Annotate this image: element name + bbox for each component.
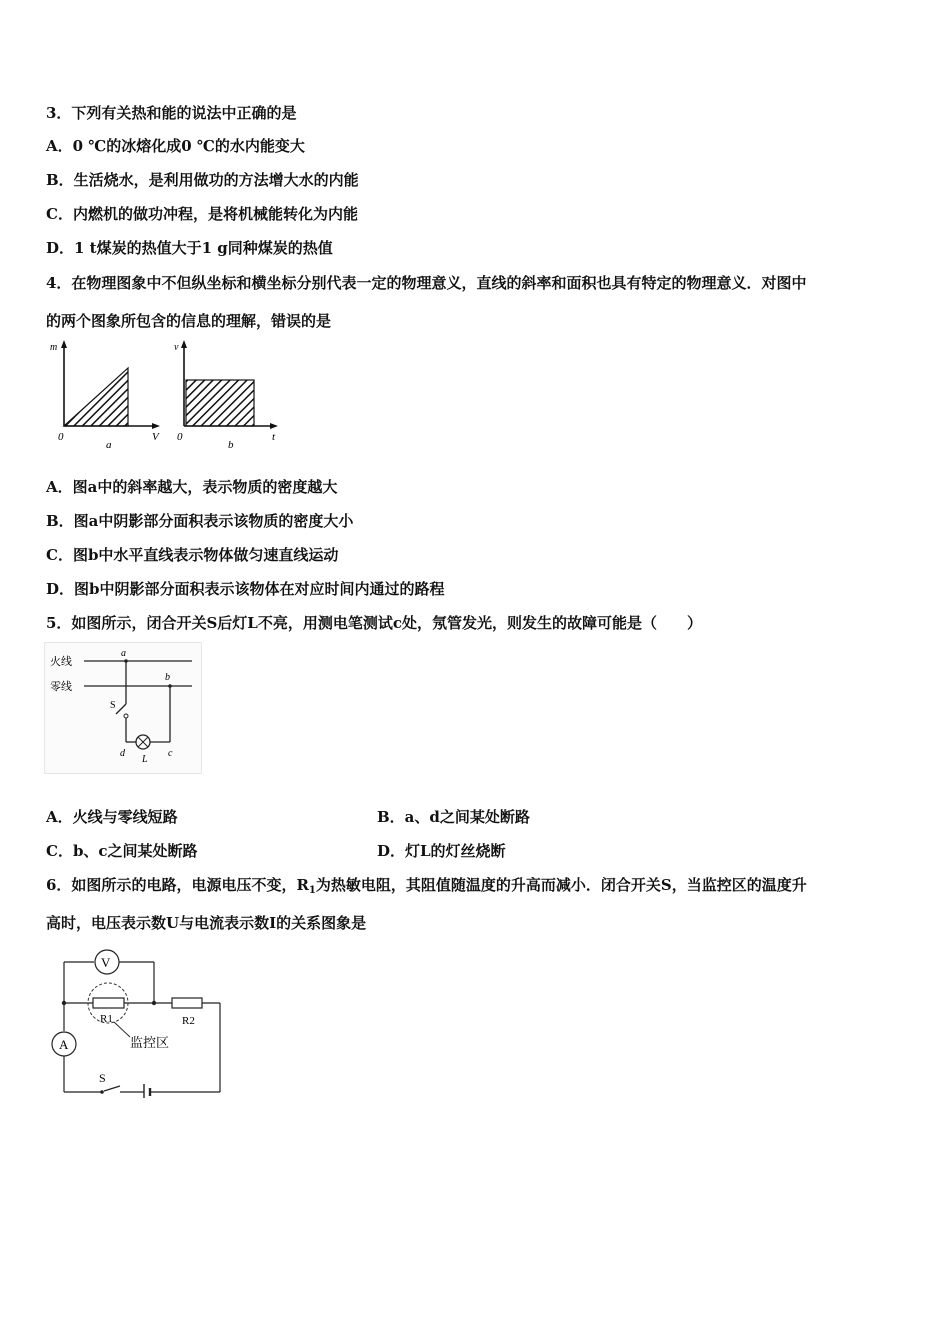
graph-b-y-label: v bbox=[174, 342, 179, 353]
graph-a-x-label: V bbox=[152, 431, 159, 443]
graph-a-caption: a bbox=[106, 439, 112, 451]
q6-stem-line1 bbox=[46, 875, 807, 901]
resistor-r2 bbox=[172, 998, 202, 1008]
r1-label: R1 bbox=[100, 1013, 113, 1025]
graph-a-origin: 0 bbox=[58, 431, 64, 443]
graph-b-x-label: t bbox=[272, 431, 276, 443]
switch-label: S bbox=[110, 700, 116, 711]
q3-option-d: D．1 t煤炭的热值大于1 g同种煤炭的热值 bbox=[46, 239, 333, 257]
q6-stem-line2: 高时，电压表示数U与电流表示数I的关系图象是 bbox=[46, 914, 367, 932]
graph-b-shaded-area bbox=[186, 380, 254, 426]
point-b: b bbox=[165, 672, 170, 683]
q4-option-a: A．图a中的斜率越大，表示物质的密度越大 bbox=[46, 478, 338, 496]
graph-a-shaded-area bbox=[64, 368, 128, 426]
neutral-wire-label: 零线 bbox=[50, 681, 72, 693]
q4-graphs-figure bbox=[44, 336, 294, 456]
q3-option-b: B．生活烧水，是利用做功的方法增大水的内能 bbox=[46, 171, 359, 189]
q6-r1-subscript: 1 bbox=[308, 885, 316, 896]
q4-stem-line1: 4．在物理图象中不但纵坐标和横坐标分别代表一定的物理意义，直线的斜率和面积也具有特定的物理意义．对图中 bbox=[46, 274, 807, 292]
switch-s bbox=[104, 1086, 120, 1091]
q5-option-b: B．a、d之间某处断路 bbox=[377, 808, 530, 826]
q5-option-a: A．火线与零线短路 bbox=[46, 808, 178, 826]
q5-option-d: D．灯L的灯丝烧断 bbox=[377, 842, 506, 860]
q3-option-c: C．内燃机的做功冲程，是将机械能转化为内能 bbox=[46, 205, 358, 223]
q4-option-b: B．图a中阴影部分面积表示该物质的密度大小 bbox=[46, 512, 354, 530]
voltmeter-label: V bbox=[101, 955, 111, 970]
r2-label: R2 bbox=[182, 1015, 195, 1027]
q6-stem-line1-post: 为热敏电阻，其阻值随温度的升高而减小．闭合开关S，当监控区的温度升 bbox=[315, 876, 807, 894]
point-a: a bbox=[121, 648, 126, 659]
q4-option-d: D．图b中阴影部分面积表示该物体在对应时间内通过的路程 bbox=[46, 580, 445, 598]
graph-b bbox=[174, 340, 278, 451]
q6-stem-line1-pre: 6．如图所示的电路，电源电压不变，R bbox=[46, 876, 309, 894]
lamp-label: L bbox=[142, 754, 148, 765]
q4-option-c: C．图b中水平直线表示物体做匀速直线运动 bbox=[46, 546, 339, 564]
point-d: d bbox=[120, 748, 125, 759]
graph-b-caption: b bbox=[228, 439, 234, 451]
q6-circuit-figure bbox=[44, 946, 234, 1098]
point-c: c bbox=[168, 748, 173, 759]
switch-label: S bbox=[99, 1071, 106, 1085]
q5-stem: 5．如图所示，闭合开关S后灯L不亮，用测电笔测试c处，氖管发光，则发生的故障可能是（ ） bbox=[46, 614, 702, 632]
q3-stem: 3．下列有关热和能的说法中正确的是 bbox=[46, 104, 297, 122]
thermistor-r1 bbox=[93, 998, 124, 1008]
graph-a-y-label: m bbox=[50, 342, 58, 353]
q3-option-a: A．0 ℃的冰熔化成0 ℃的水内能变大 bbox=[46, 137, 305, 155]
q5-option-c: C．b、c之间某处断路 bbox=[46, 842, 198, 860]
ammeter-label: A bbox=[59, 1037, 69, 1052]
q4-stem-line2: 的两个图象所包含的信息的理解，错误的是 bbox=[46, 312, 332, 330]
q5-circuit-figure bbox=[44, 642, 202, 774]
graph-a bbox=[50, 340, 160, 451]
live-wire-label: 火线 bbox=[50, 656, 72, 668]
graph-b-origin: 0 bbox=[177, 431, 183, 443]
monitor-zone-label: 监控区 bbox=[130, 1035, 170, 1050]
